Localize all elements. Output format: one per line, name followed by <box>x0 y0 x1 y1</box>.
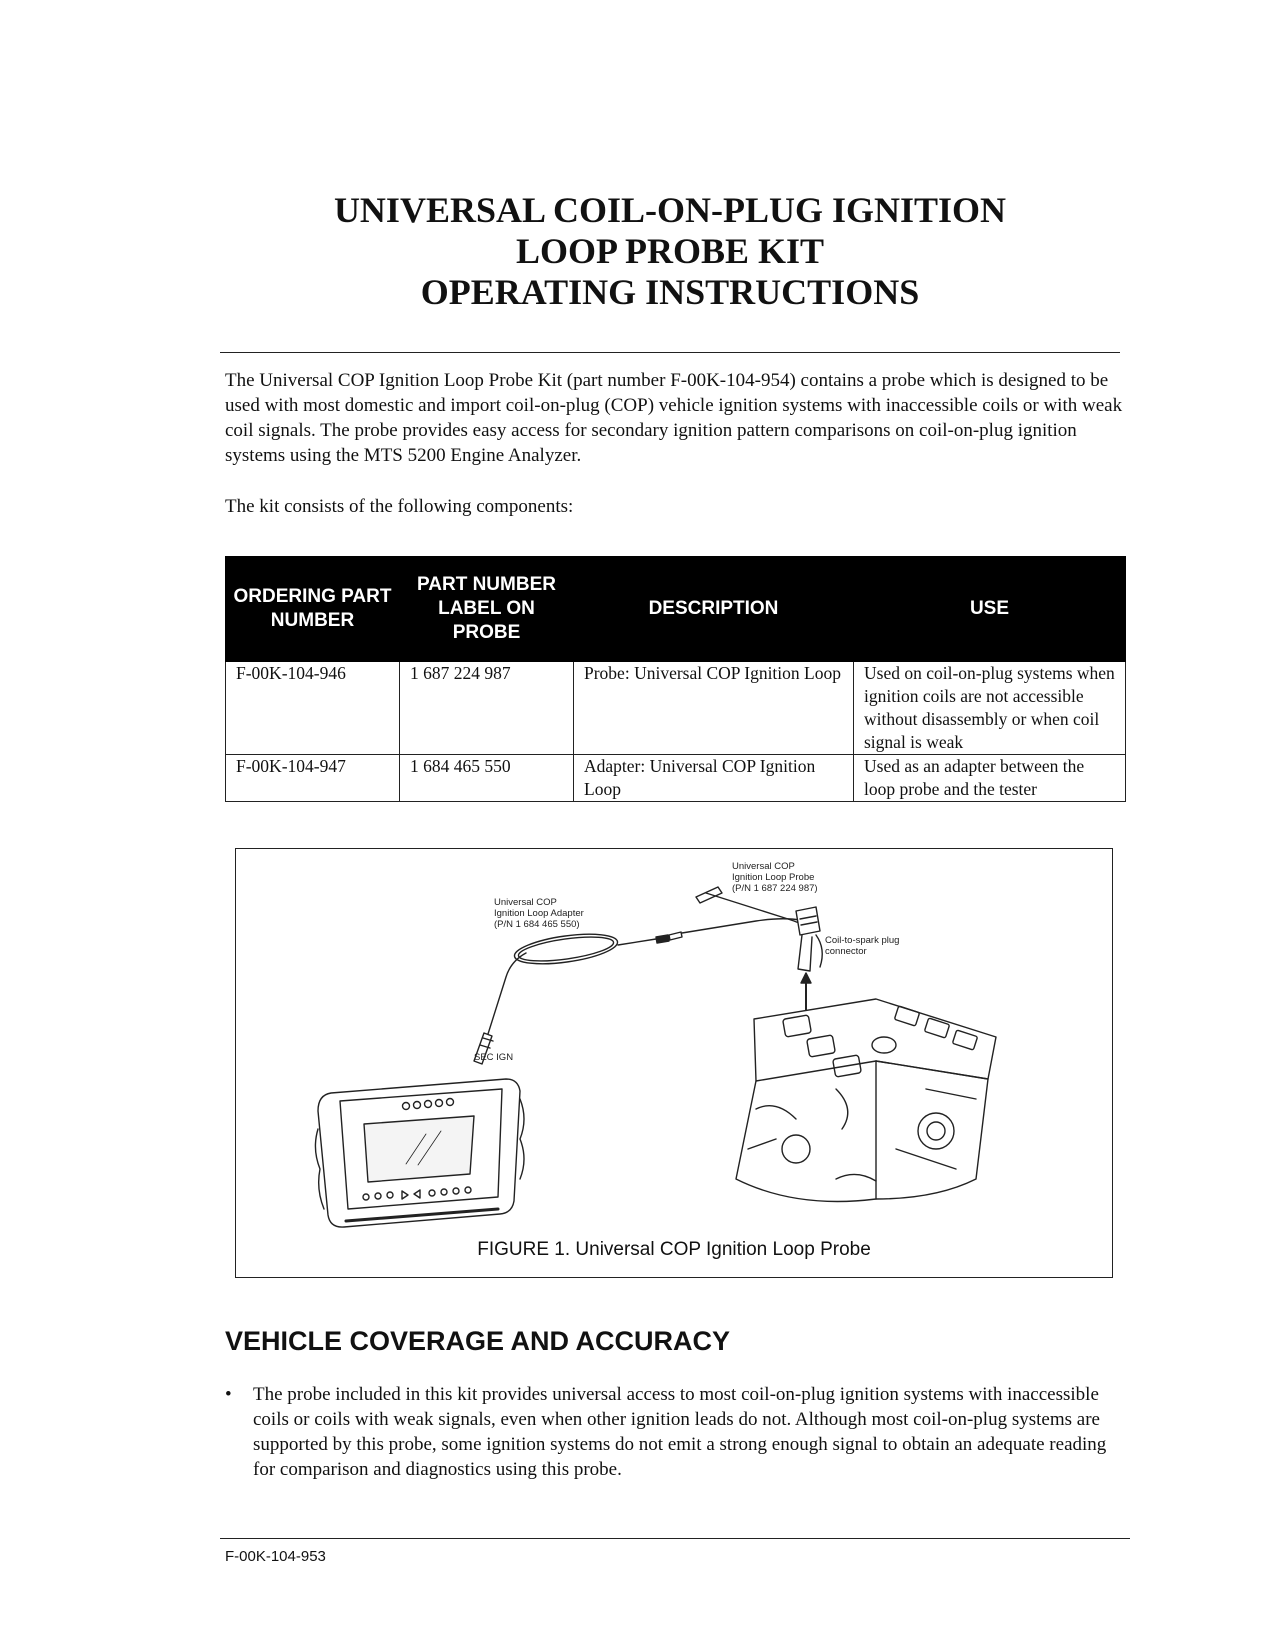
document-number: F-00K-104-953 <box>225 1548 326 1565</box>
section-heading: VEHICLE COVERAGE AND ACCURACY <box>225 1326 731 1356</box>
loop-probe-illustration <box>696 887 822 1017</box>
sec-ign-label: SEC IGN <box>474 1052 514 1063</box>
cell-description: Adapter: Universal COP Ignition Loop <box>574 755 854 802</box>
cell-ordering-part-number: F-00K-104-946 <box>226 662 400 755</box>
kit-intro-paragraph: The kit consists of the following components: <box>225 496 574 517</box>
header-ordering-part-number: ORDERING PART NUMBER <box>226 557 400 662</box>
document-title <box>215 190 1125 313</box>
cell-use: Used on coil-on-plug systems when ignition coils are not accessible without disassembly or when coil signal is weak <box>854 662 1126 755</box>
probe-label: Universal COP Ignition Loop Probe (P/N 1 687 224 987) <box>732 861 818 894</box>
cell-ordering-part-number: F-00K-104-947 <box>226 755 400 802</box>
engine-illustration <box>736 999 996 1202</box>
figure-caption: FIGURE 1. Universal COP Ignition Loop Probe <box>477 1239 871 1260</box>
connector-label: Coil-to-spark plug connector <box>825 935 900 957</box>
header-use: USE <box>854 557 1126 662</box>
footer-divider <box>220 1538 1130 1539</box>
cell-part-number-label: 1 684 465 550 <box>400 755 574 802</box>
components-table <box>225 556 1126 802</box>
header-description: DESCRIPTION <box>574 557 854 662</box>
table-header-row <box>226 557 1126 662</box>
analyzer-illustration <box>315 1079 524 1227</box>
cell-part-number-label: 1 687 224 987 <box>400 662 574 755</box>
table-row <box>226 755 1126 802</box>
figure-1 <box>235 848 1113 1278</box>
bullet-text: The probe included in this kit provides universal access to most coil-on-plug ignition systems with inaccessible coils or coils with weak signals, even when other ignition leads do not. Although most coil-on-plug systems are supported by this probe, some ignition systems do not emit a strong enough signal to obtain an adequate reading for comparison and diagnostics using this probe. <box>253 1384 1107 1480</box>
adapter-label: Universal COP Ignition Loop Adapter (P/N 1 684 465 550) <box>494 897 584 930</box>
bullet-icon: • <box>225 1384 232 1405</box>
title-line-2: LOOP PROBE KIT <box>515 231 825 271</box>
table-row <box>226 662 1126 755</box>
cell-description: Probe: Universal COP Ignition Loop <box>574 662 854 755</box>
cell-use: Used as an adapter between the loop probe and the tester <box>854 755 1126 802</box>
title-line-1: UNIVERSAL COIL-ON-PLUG IGNITION <box>333 190 1007 230</box>
figure-illustration <box>236 849 1112 1277</box>
header-part-number-label: PART NUMBER LABEL ON PROBE <box>400 557 574 662</box>
header-divider <box>220 352 1120 353</box>
intro-paragraph: The Universal COP Ignition Loop Probe Kit (part number F-00K-104-954) contains a probe which is designed to be used with most domestic and import coil-on-plug (COP) vehicle ignition systems with inaccessible coils or with weak coil signals. The probe provides easy access for secondary ignition pattern comparisons on coil-on-plug ignition systems using the MTS 5200 Engine Analyzer. <box>225 370 1123 466</box>
title-line-3: OPERATING INSTRUCTIONS <box>420 272 920 312</box>
